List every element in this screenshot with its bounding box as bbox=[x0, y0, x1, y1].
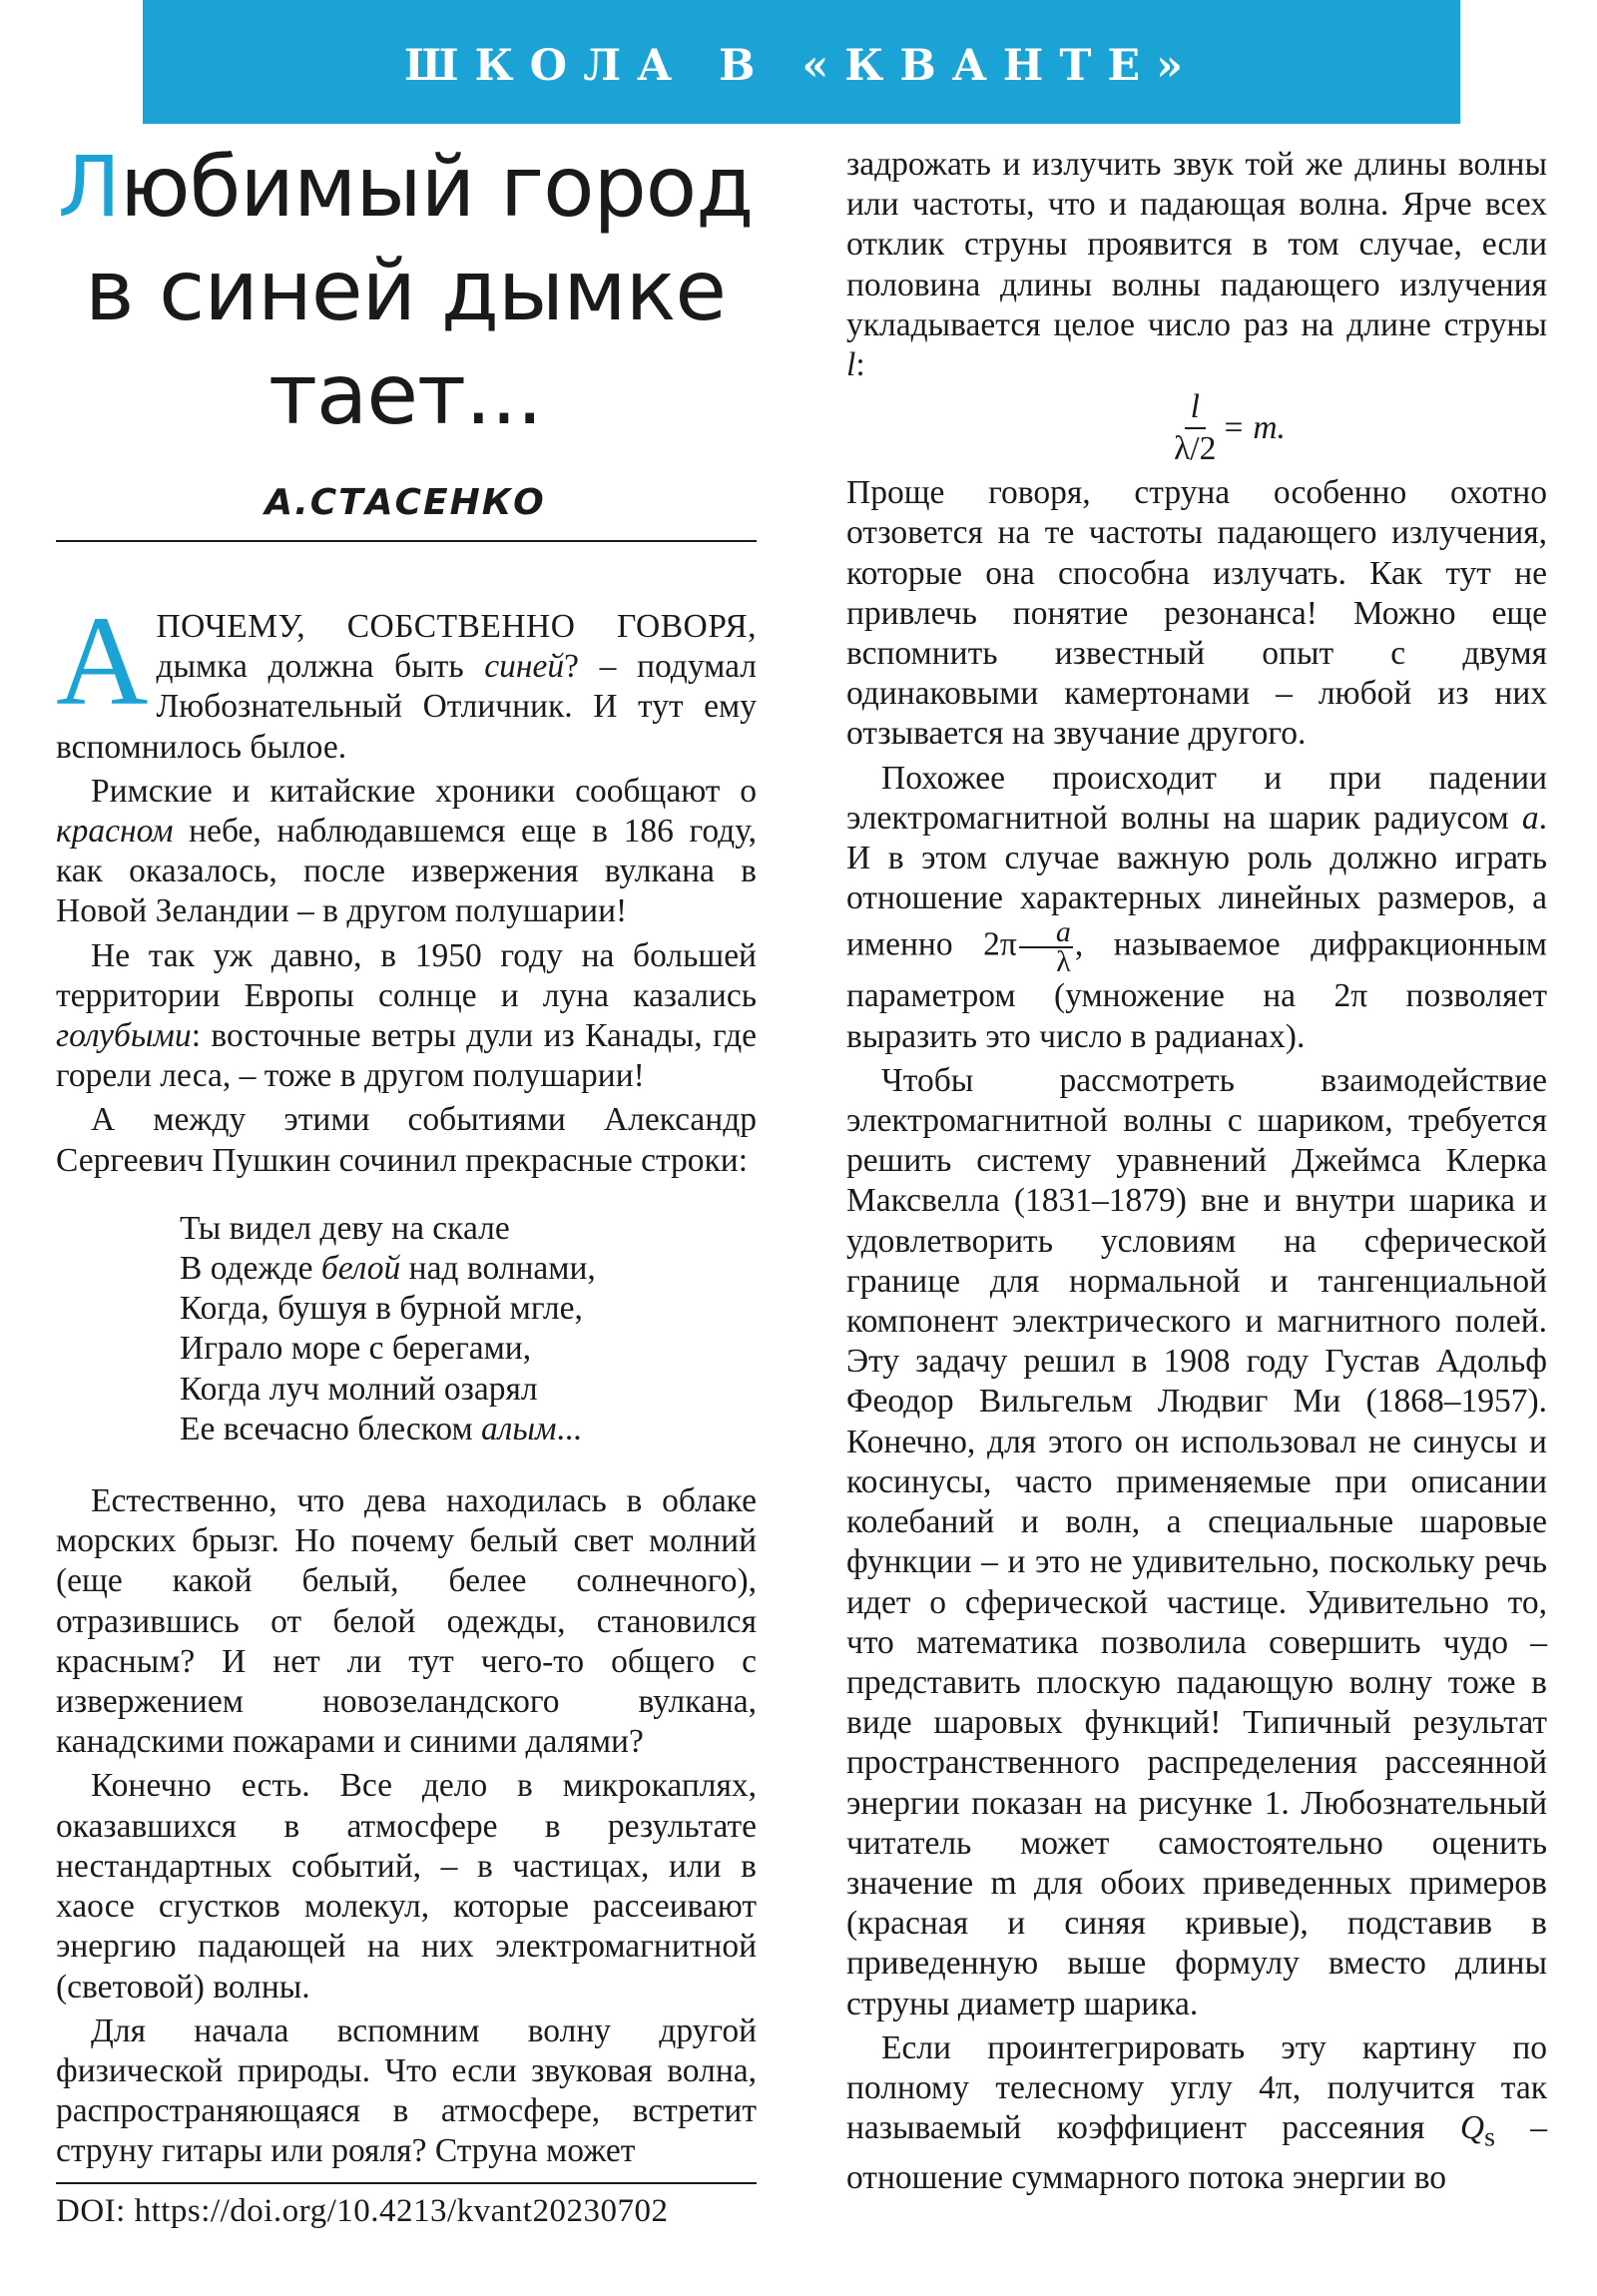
poem-line: Когда луч молний озарял bbox=[180, 1370, 538, 1408]
formula-rhs: = m. bbox=[1222, 409, 1286, 447]
paragraph: Проще говоря, струна особенно охотно отзовется на те частоты падающего излучения, которые она способна излучать. Как тут не привлечь понятие резонанса! Можно еще вспомнить известный опыт с двумя одинаковыми камертонами – любой из них отзывается на звучание другого. bbox=[846, 474, 1547, 753]
poem-line: В одежде белой над волнами, bbox=[180, 1250, 596, 1288]
paragraph: Чтобы рассмотреть взаимодействие электромагнитной волны с шариком, требуется решить систему уравнений Джеймса Клерка Максвелла (1831–1879) вне и внутри шарика и удовлетворить условиям на сферической границе для нормальной и тангенциальной компонент электрического и магнитного полей. Эту задачу решил в 1908 году Густав Адольф Феодор Вильгельм Людвиг Ми (1868–1957). Конечно, для этого он использовал не синусы и косинусы, часто применяемые при описании колебаний и волн, а специальные шаровые функции – и это не удивительно, поскольку речь идет о сферической частице. Удивительно то, что математика позволила совершить чудо – представить плоскую падающую волну тоже в виде шаровых функций! Типичный результат пространственного распределения рассеянной энергии показан на рисунке 1. Любознательный читатель может самостоятельно оценить значение m для обоих приведенных примеров (красная и синяя кривые), подставив в приведенную выше формулу вместо длины струны диаметр шарика. bbox=[846, 1061, 1547, 2022]
formula-numerator: l bbox=[1185, 387, 1206, 429]
right-column bbox=[846, 145, 1547, 2198]
article-author: А.СТАСЕНКО bbox=[265, 482, 546, 523]
paragraph: А между этими событиями Александр Сергеевич Пушкин сочинил прекрасные строки: bbox=[56, 1101, 757, 1179]
poem-line: Играло море с берегами, bbox=[180, 1330, 532, 1368]
left-column bbox=[56, 590, 757, 2172]
title-line-1: Любимый город bbox=[57, 138, 754, 236]
title-first-letter: Л bbox=[57, 138, 120, 236]
poem-quote bbox=[180, 1209, 757, 1449]
poem-line: Ты видел деву на скале bbox=[180, 1209, 510, 1247]
paragraph: А ПОЧЕМУ, СОБСТВЕННО ГОВОРЯ, дымка должна быть синей? – подумал Любознательный Отличник. И тут ему вспомнилось былое. bbox=[56, 590, 757, 766]
resonance-formula bbox=[906, 387, 1547, 469]
paragraph: Не так уж давно, в 1950 году на большей территории Европы солнце и луна казались голубыми: восточные ветры дули из Канады, где горели леса, – тоже в другом полушарии! bbox=[56, 936, 757, 1095]
paragraph: задрожать и излучить звук той же длины волны или частоты, что и падающая волна. Ярче всех отклик струны проявится в том случае, если половина длины волны падающего излучения укладывается целое число раз на длине струны l: bbox=[846, 146, 1547, 384]
paragraph: Похожее происходит и при падении электромагнитной волны на шарик радиусом a. И в этом случае важную роль должно играть отношение характерных линейных размеров, а именно 2π $\frac{a}{\lambda}$ , называемое дифракционным параметром (умножение на 2π позволяет выразить это число в радианах). bbox=[846, 759, 1547, 1055]
poem-line: Когда, бушуя в бурной мгле, bbox=[180, 1290, 583, 1328]
author-divider bbox=[56, 540, 757, 542]
article-title bbox=[56, 135, 755, 446]
poem-line: Ее всечасно блеском алым... bbox=[180, 1410, 582, 1447]
paragraph: Естественно, что дева находилась в облаке морских брызг. Но почему белый свет молний (еще какой белый, белее солнечного), отразившись от белой одежды, становился красным? И нет ли тут чего-то общего с извержением новозеландского вулкана, канадскими пожарами и синими далями? bbox=[56, 1482, 757, 1761]
paragraph: Римские и китайские хроники сообщают о красном небе, наблюдавшемся еще в 186 году, как оказалось, после извержения вулкана в Новой Зеландии – в другом полушарии! bbox=[56, 772, 757, 930]
doi-footnote: DOI: https://doi.org/10.4213/kvant20230702 bbox=[56, 2193, 669, 2229]
title-line-3: тает... bbox=[267, 345, 543, 443]
diffraction-fraction: $\frac{a}{\lambda}$ bbox=[1019, 918, 1073, 976]
footer-divider bbox=[56, 2182, 757, 2184]
section-title: ШКОЛА В «КВАНТЕ» bbox=[403, 41, 1200, 91]
title-line-2: в синей дымке bbox=[84, 242, 727, 339]
paragraph: Если проинтегрировать эту картину по полному телесному углу 4π, получится так называемый коэффициент рассеяния $Q_s$ – отношение суммарного потока энергии во bbox=[846, 2028, 1547, 2197]
drop-cap: А bbox=[56, 590, 149, 732]
formula-denominator: λ/2 bbox=[1174, 430, 1217, 468]
formula-fraction bbox=[1174, 387, 1216, 469]
paragraph: Для начала вспомним волну другой физической природы. Что если звуковая волна, распространяющаяся в атмосфере, встретит струну гитары или рояля? Струна может bbox=[56, 2011, 757, 2170]
paragraph: Конечно есть. Все дело в микрокаплях, оказавшихся в атмосфере в результате нестандартных событий, – в частицах, или в хаосе сгустков молекул, которые рассеивают энергию падающей на них электромагнитной (световой) волны. bbox=[56, 1767, 757, 2006]
section-header-bar bbox=[143, 0, 1460, 124]
